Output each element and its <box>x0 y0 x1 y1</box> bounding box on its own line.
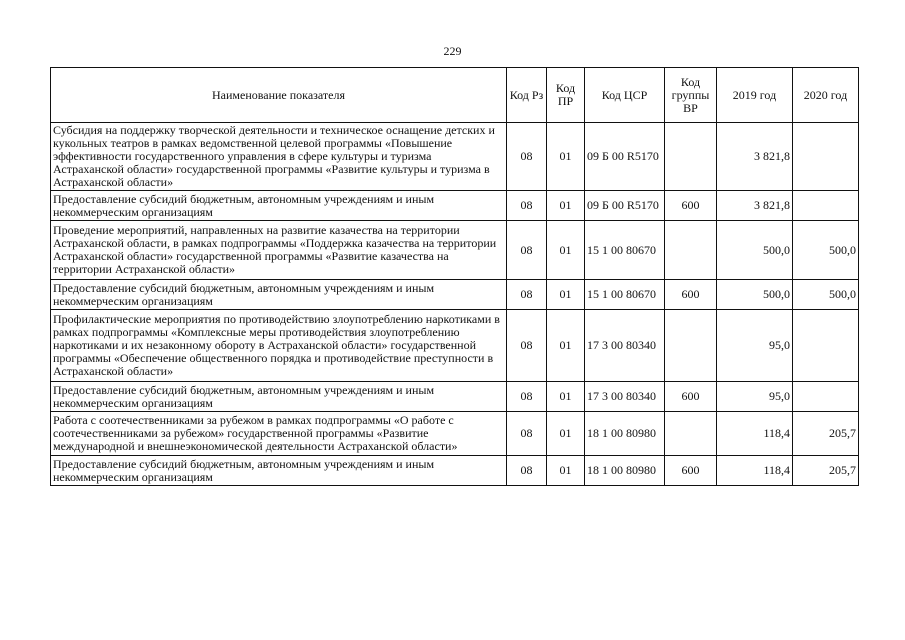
row-2019: 500,0 <box>717 280 793 310</box>
row-2020: 205,7 <box>793 412 859 456</box>
row-2020: 205,7 <box>793 456 859 486</box>
row-csr: 09 Б 00 R5170 <box>585 123 665 191</box>
row-pr: 01 <box>547 382 585 412</box>
table-row <box>51 310 859 382</box>
row-pr: 01 <box>547 191 585 221</box>
row-name: Предоставление субсидий бюджетным, автономным учреждениям и иным некоммерческим организациям <box>51 382 507 412</box>
row-vr <box>665 412 717 456</box>
row-pr: 01 <box>547 412 585 456</box>
row-rz: 08 <box>507 280 547 310</box>
row-rz: 08 <box>507 412 547 456</box>
table-header-row <box>51 68 859 123</box>
row-csr: 09 Б 00 R5170 <box>585 191 665 221</box>
row-2020 <box>793 382 859 412</box>
row-rz: 08 <box>507 221 547 280</box>
row-2020: 500,0 <box>793 221 859 280</box>
row-vr: 600 <box>665 382 717 412</box>
row-2019: 118,4 <box>717 456 793 486</box>
row-rz: 08 <box>507 191 547 221</box>
row-2019: 95,0 <box>717 310 793 382</box>
column-header-2020: 2020 год <box>793 68 859 123</box>
column-header-name: Наименование показателя <box>51 68 507 123</box>
row-pr: 01 <box>547 280 585 310</box>
row-2019: 3 821,8 <box>717 191 793 221</box>
table-row <box>51 382 859 412</box>
row-2019: 500,0 <box>717 221 793 280</box>
row-vr <box>665 221 717 280</box>
table-row <box>51 221 859 280</box>
table-row <box>51 280 859 310</box>
row-name: Проведение мероприятий, направленных на развитие казачества на территории Астраханской области, в рамках подпрограммы «Поддержка казачества на территории Астраханской области» государственной программы «Развитие казачества на территории Астраханской области» <box>51 221 507 280</box>
row-2019: 95,0 <box>717 382 793 412</box>
row-2020: 500,0 <box>793 280 859 310</box>
row-rz: 08 <box>507 382 547 412</box>
row-csr: 17 3 00 80340 <box>585 382 665 412</box>
row-vr: 600 <box>665 280 717 310</box>
row-name: Предоставление субсидий бюджетным, автономным учреждениям и иным некоммерческим организациям <box>51 191 507 221</box>
row-vr: 600 <box>665 456 717 486</box>
row-csr: 17 3 00 80340 <box>585 310 665 382</box>
row-2019: 3 821,8 <box>717 123 793 191</box>
row-pr: 01 <box>547 310 585 382</box>
row-vr <box>665 123 717 191</box>
table-row <box>51 412 859 456</box>
table-row <box>51 123 859 191</box>
row-rz: 08 <box>507 310 547 382</box>
column-header-rz: Код Рз <box>507 68 547 123</box>
row-pr: 01 <box>547 123 585 191</box>
table-row <box>51 456 859 486</box>
column-header-csr: Код ЦСР <box>585 68 665 123</box>
row-2020 <box>793 191 859 221</box>
row-vr: 600 <box>665 191 717 221</box>
row-2020 <box>793 310 859 382</box>
row-name: Работа с соотечественниками за рубежом в рамках подпрограммы «О работе с соотечественниками за рубежом» государственной программы «Развитие международной и внешнеэкономической деятельности Астраханской области» <box>51 412 507 456</box>
column-header-vr: Код группы ВР <box>665 68 717 123</box>
row-name: Предоставление субсидий бюджетным, автономным учреждениям и иным некоммерческим организациям <box>51 280 507 310</box>
row-2020 <box>793 123 859 191</box>
row-csr: 15 1 00 80670 <box>585 221 665 280</box>
row-csr: 18 1 00 80980 <box>585 412 665 456</box>
row-pr: 01 <box>547 221 585 280</box>
row-pr: 01 <box>547 456 585 486</box>
row-rz: 08 <box>507 456 547 486</box>
table-row <box>51 191 859 221</box>
column-header-pr: Код ПР <box>547 68 585 123</box>
row-csr: 18 1 00 80980 <box>585 456 665 486</box>
row-name: Профилактические мероприятия по противодействию злоупотреблению наркотиками в рамках подпрограммы «Комплексные меры противодействия злоупотреблению наркотиками и их незаконному обороту в Астраханской области» государственной программы «Обеспечение общественного порядка и противодействие преступности в Астраханской области» <box>51 310 507 382</box>
row-name: Предоставление субсидий бюджетным, автономным учреждениям и иным некоммерческим организациям <box>51 456 507 486</box>
budget-table <box>50 67 859 486</box>
row-rz: 08 <box>507 123 547 191</box>
column-header-2019: 2019 год <box>717 68 793 123</box>
row-csr: 15 1 00 80670 <box>585 280 665 310</box>
page-number: 229 <box>443 44 462 58</box>
row-name: Субсидия на поддержку творческой деятельности и техническое оснащение детских и кукольных театров в рамках ведомственной целевой программы «Повышение эффективности государственного управления в сфере культуры и туризма Астраханской области» государственной программы «Развитие культуры и туризма в Астраханской области» <box>51 123 507 191</box>
row-vr <box>665 310 717 382</box>
row-2019: 118,4 <box>717 412 793 456</box>
